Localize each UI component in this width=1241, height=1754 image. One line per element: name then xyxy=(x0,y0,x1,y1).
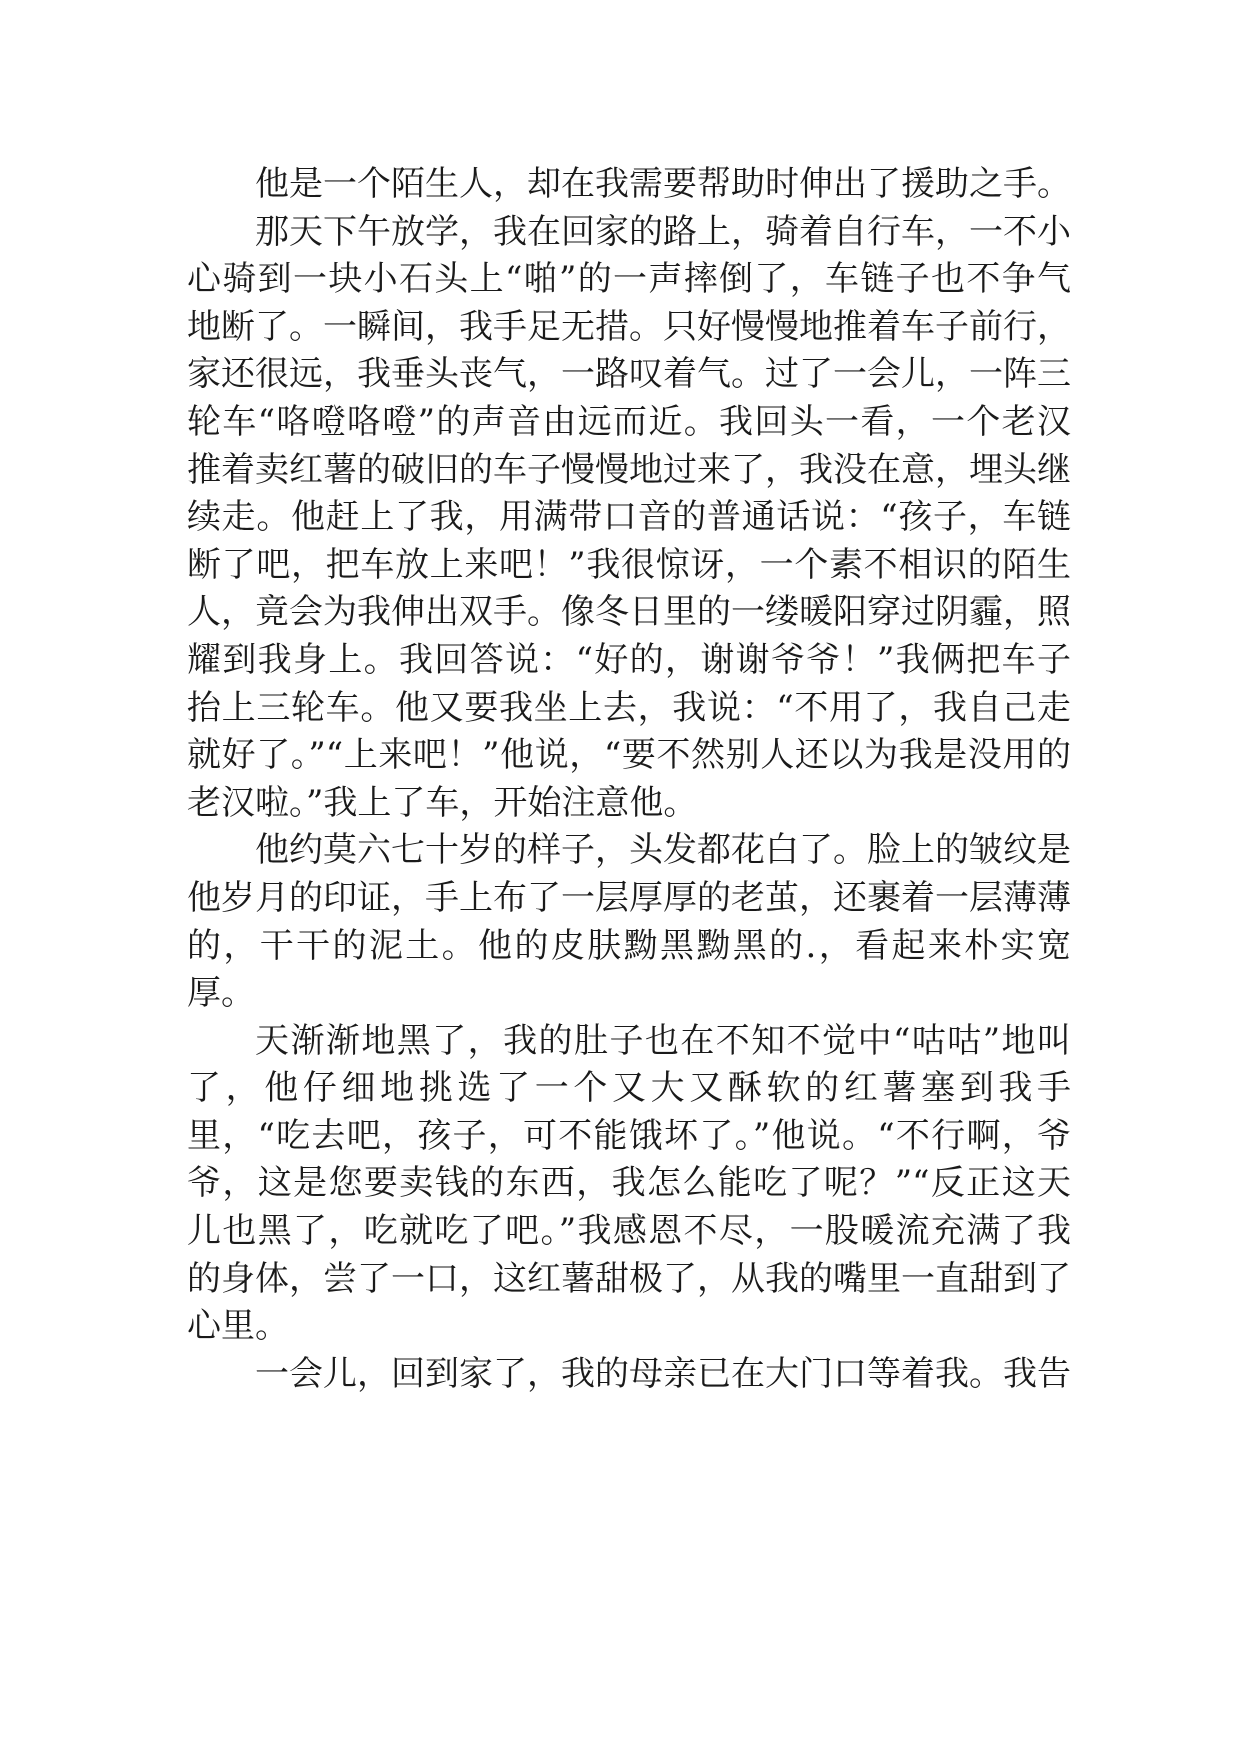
paragraph-4: 天渐渐地黑了，我的肚子也在不知不觉中“咕咕”地叫了，他仔细地挑选了一个又大又酥软的红薯塞到我手里，“吃去吧，孩子，可不能饿坏了。”他说。“不行啊，爷爷，这是您要卖钱的东西，我怎么能吃了呢？”“反正这天儿也黑了，吃就吃了吧。”我感恩不尽，一股暖流充满了我的身体，尝了一口，这红薯甜极了，从我的嘴里一直甜到了心里。 xyxy=(187,1020,1071,1347)
paragraph-2: 那天下午放学，我在回家的路上，骑着自行车，一不小心骑到一块小石头上“啪”的一声摔倒了，车链子也不争气地断了。一瞬间，我手足无措。只好慢慢地推着车子前行，家还很远，我垂头丧气，一路叹着气。过了一会儿，一阵三轮车“咯噔咯噔”的声音由远而近。我回头一看，一个老汉推着卖红薯的破旧的车子慢慢地过来了，我没在意，埋头继续走。他赶上了我，用满带口音的普通话说：“孩子，车链断了吧，把车放上来吧！”我很惊讶，一个素不相识的陌生人，竟会为我伸出双手。像冬日里的一缕暖阳穿过阴霾，照耀到我身上。我回答说：“好的，谢谢爷爷！”我俩把车子抬上三轮车。他又要我坐上去，我说：“不用了，我自己走就好了。”“上来吧！”他说，“要不然别人还以为我是没用的老汉啦。”我上了车，开始注意他。 xyxy=(187,211,1071,823)
paragraph-3: 他约莫六七十岁的样子，头发都花白了。脸上的皱纹是他岁月的印证，手上布了一层厚厚的老茧，还裹着一层薄薄的，干干的泥土。他的皮肤黝黑黝黑的.，看起来朴实宽厚。 xyxy=(187,830,1071,1014)
paragraph-5: 一会儿，回到家了，我的母亲已在大门口等着我。我告 xyxy=(255,1353,1071,1394)
paragraph-1: 他是一个陌生人，却在我需要帮助时伸出了援助之手。 xyxy=(255,164,1071,204)
essay-body xyxy=(187,161,1071,1398)
